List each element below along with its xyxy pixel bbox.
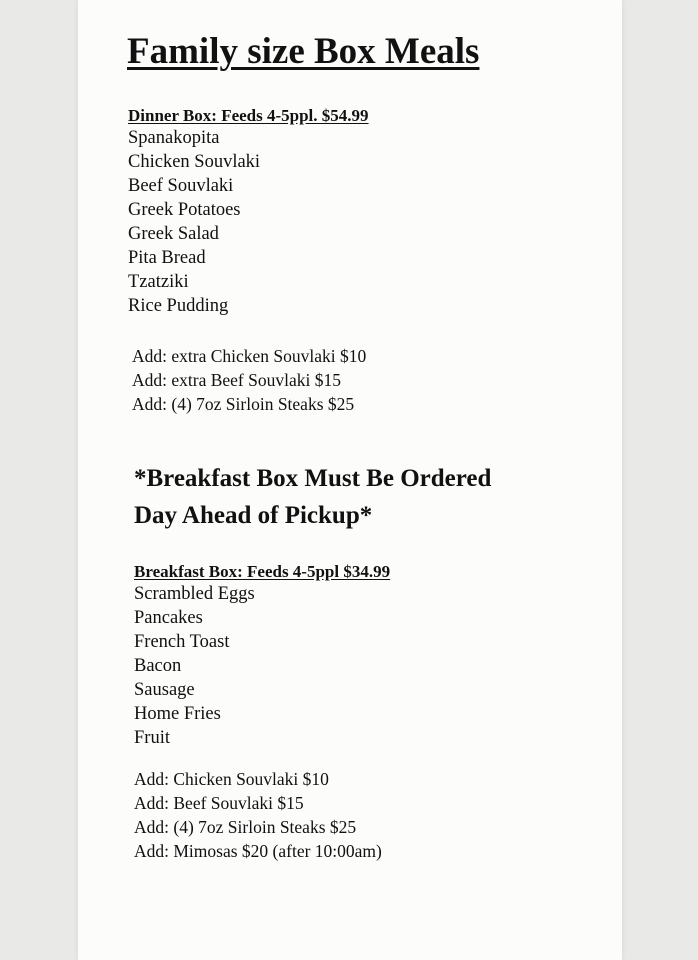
list-item: Tzatziki [128,272,189,292]
list-item: Beef Souvlaki [128,176,234,196]
list-item: Greek Salad [128,224,219,244]
dinner-box-heading: Dinner Box: Feeds 4-5ppl. $54.99 [128,106,369,125]
list-item: Pita Bread [128,248,206,268]
list-item: Pancakes [134,608,203,628]
breakfast-order-notice [134,460,574,534]
addon-item: Add: Beef Souvlaki $15 [134,793,304,813]
addon-item: Add: (4) 7oz Sirloin Steaks $25 [134,817,357,837]
breakfast-box-items [134,582,390,750]
addon-item: Add: Mimosas $20 (after 10:00am) [134,841,382,861]
list-item: Spanakopita [128,128,220,148]
list-item: French Toast [134,632,230,652]
list-item: Chicken Souvlaki [128,152,261,172]
list-item: Scrambled Eggs [134,584,255,604]
list-item: Fruit [134,728,170,748]
addon-item: Add: (4) 7oz Sirloin Steaks $25 [132,394,355,414]
dinner-box-addons [132,344,366,416]
addon-item: Add: extra Beef Souvlaki $15 [132,370,341,390]
dinner-box-section [128,106,369,318]
list-item: Bacon [134,656,182,676]
list-item: Sausage [134,680,195,700]
notice-line-2: Day Ahead of Pickup* [134,502,373,529]
list-item: Greek Potatoes [128,200,241,220]
addon-item: Add: extra Chicken Souvlaki $10 [132,346,367,366]
breakfast-box-addons [134,767,382,863]
list-item: Rice Pudding [128,296,229,316]
dinner-box-items [128,126,369,318]
page-title: Family size Box Meals [127,31,480,72]
list-item: Home Fries [134,704,221,724]
breakfast-box-heading: Breakfast Box: Feeds 4-5ppl $34.99 [134,562,391,581]
addon-item: Add: Chicken Souvlaki $10 [134,769,329,789]
breakfast-box-section [134,562,390,750]
notice-line-1: *Breakfast Box Must Be Ordered [134,465,492,492]
